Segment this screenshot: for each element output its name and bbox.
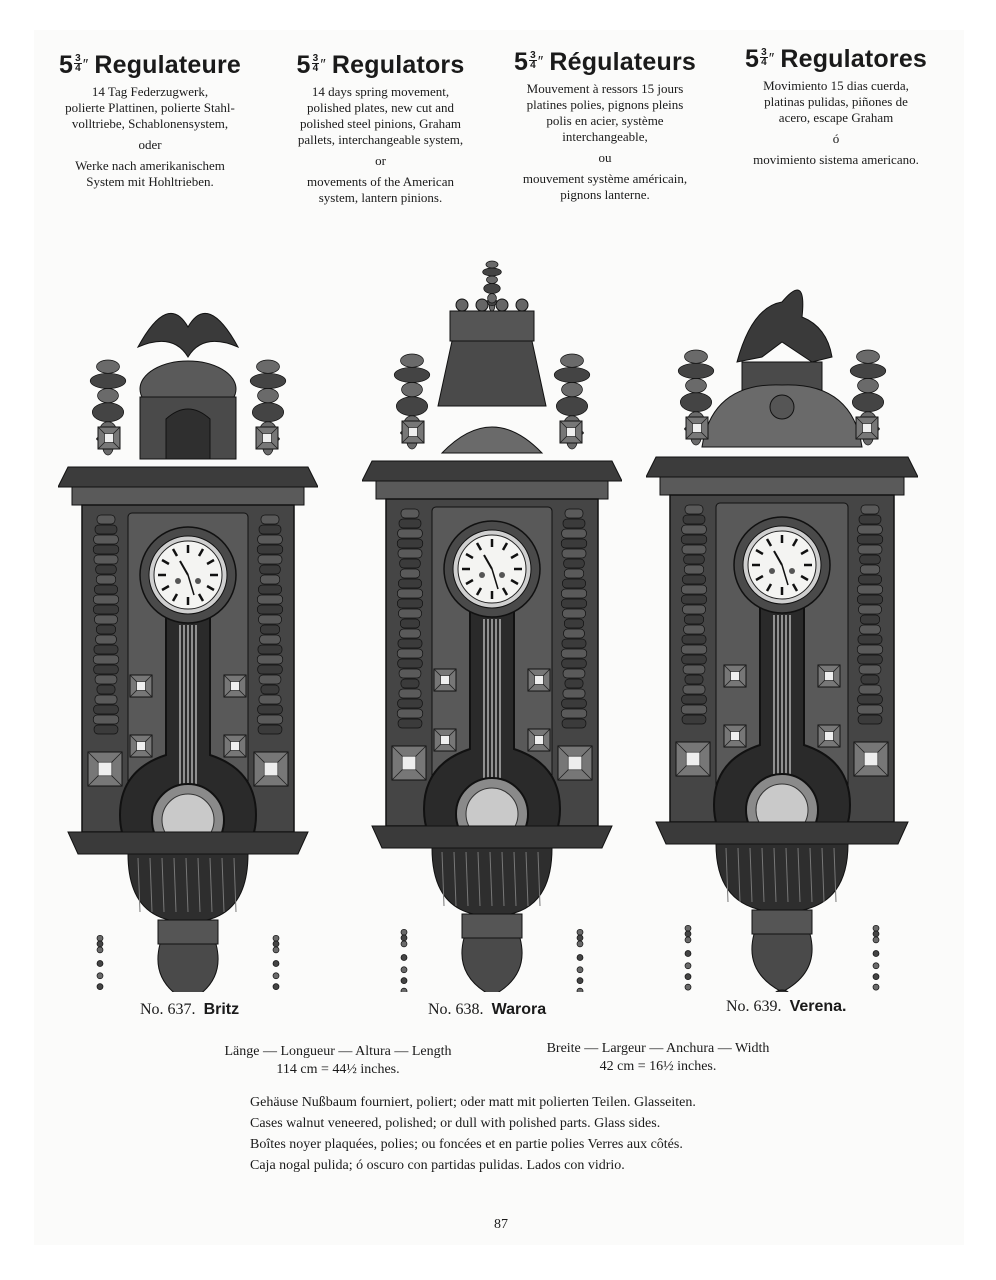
pyramid-stud	[224, 735, 246, 757]
pendant-drop	[462, 938, 522, 992]
pyramid-stud	[818, 725, 840, 747]
pyramid-stud	[130, 675, 152, 697]
column-description: Movimiento 15 dias cuerda, platinas pulidas, piñones de acero, escape Graham ó movimiento sistema americano.	[753, 78, 919, 167]
pyramid-stud	[528, 729, 550, 751]
winding-hole	[195, 578, 201, 584]
pyramid-stud	[88, 752, 122, 786]
pyramid-stud	[392, 746, 426, 780]
column-heading: 5 $\frac{3}{4}$ ″ Regulateure	[58, 51, 242, 79]
drop-block	[462, 914, 522, 938]
clock-illustration-britz	[58, 262, 318, 992]
model-caption-638: No. 638. Warora	[428, 1001, 547, 1018]
pyramid-stud	[558, 746, 592, 780]
gallery-ball	[516, 299, 528, 311]
width-dimension: Breite — Largeur — Anchura — Width 42 cm = 16½ inches.	[546, 1041, 770, 1074]
horse-crest	[737, 290, 832, 362]
gallery-ball	[496, 299, 508, 311]
clock-illustration-verena	[646, 252, 918, 992]
clock-illustration-warora	[362, 256, 622, 992]
base-molding	[68, 832, 308, 854]
winding-hole	[479, 572, 485, 578]
pyramid-stud	[818, 665, 840, 687]
cornice	[362, 461, 622, 481]
pyramid-stud	[856, 417, 878, 439]
cornice	[646, 457, 918, 477]
pyramid-stud	[224, 675, 246, 697]
drop-block	[158, 920, 218, 944]
model-name: Warora	[491, 1001, 547, 1018]
drop-block	[752, 910, 812, 934]
column-heading: 5 $\frac{3}{4}$ ″ Regulators	[296, 51, 465, 79]
pyramid-stud	[256, 427, 278, 449]
model-name: Verena.	[789, 998, 847, 1015]
length-dimension: Länge — Longueur — Altura — Length 114 cm = 44½ inches.	[224, 1044, 452, 1077]
finial	[577, 929, 583, 992]
winding-hole	[789, 568, 795, 574]
base-molding	[656, 822, 908, 844]
dome-ball	[770, 395, 794, 419]
column-heading: 5 $\frac{3}{4}$ ″ Regulatores	[744, 45, 928, 73]
pyramid-stud	[560, 421, 582, 443]
pyramid-stud	[724, 725, 746, 747]
finial	[97, 935, 103, 992]
shell-carving	[442, 427, 542, 453]
pyramid-stud	[130, 735, 152, 757]
column-heading: 5 $\frac{3}{4}$ ″ Régulateurs	[513, 48, 697, 76]
gallery-rail	[450, 311, 534, 341]
pendant-drop	[752, 934, 812, 992]
pyramid-stud	[98, 427, 120, 449]
pendant-tip	[772, 990, 792, 992]
cornice	[58, 467, 318, 487]
finial	[873, 925, 879, 990]
winding-hole	[769, 568, 775, 574]
pyramid-stud	[434, 669, 456, 691]
winding-hole	[175, 578, 181, 584]
page-number: 87	[494, 1217, 508, 1232]
cornice-band	[72, 487, 304, 505]
column-french	[500, 47, 710, 203]
winding-hole	[499, 572, 505, 578]
pyramid-stud	[434, 729, 456, 751]
column-english	[278, 50, 483, 206]
finial	[685, 925, 691, 990]
model-caption-637: No. 637. Britz	[140, 1001, 240, 1018]
finial	[273, 935, 279, 992]
pyramid-stud	[686, 417, 708, 439]
pyramid-stud	[854, 742, 888, 776]
pyramid-stud	[724, 665, 746, 687]
column-description: 14 Tag Federzugwerk, polierte Plattinen, polierte Stahl- volltriebe, Schablonensystem, oder Werke nach amerikanischem System mit Hohltrieben.	[65, 84, 235, 189]
case-description: Gehäuse Nußbaum fourniert, poliert; oder matt mit polierten Teilen. Glasseiten. Cases walnut veneered, polished; or dull with polished parts. Glass sides. Boîtes noyer plaquées, polies; ou foncées et en partie polies Verres aux côtés. Caja nogal pulida; ó oscuro con partidas pulidas. Lados con vidrio.	[250, 1095, 696, 1173]
pyramid-stud	[528, 669, 550, 691]
model-name: Britz	[203, 1001, 240, 1018]
column-german	[40, 50, 260, 190]
column-description: Mouvement à ressors 15 jours platines polies, pignons pleins polis en acier, système interchangeable, ou mouvement système américain, pignons lanterne.	[522, 81, 688, 202]
arched-niche	[166, 409, 210, 459]
gallery-ball	[476, 299, 488, 311]
pagoda-roof	[438, 341, 546, 406]
gallery-ball	[456, 299, 468, 311]
pyramid-stud	[402, 421, 424, 443]
column-spanish	[730, 44, 942, 168]
cornice-band	[660, 477, 904, 495]
pyramid-stud	[676, 742, 710, 776]
base-molding	[372, 826, 612, 848]
cornice-band	[376, 481, 608, 499]
pyramid-stud	[254, 752, 288, 786]
pendant-drop	[158, 944, 218, 992]
column-description: 14 days spring movement, polished plates, new cut and polished steel pinions, Graham pallets, interchangeable system, or movements of the American system, lantern pinions.	[297, 84, 464, 205]
eagle-crest	[138, 313, 238, 357]
model-caption-639: No. 639. Verena.	[726, 998, 847, 1015]
gadrooned-apron	[716, 844, 848, 912]
finial	[401, 929, 407, 992]
